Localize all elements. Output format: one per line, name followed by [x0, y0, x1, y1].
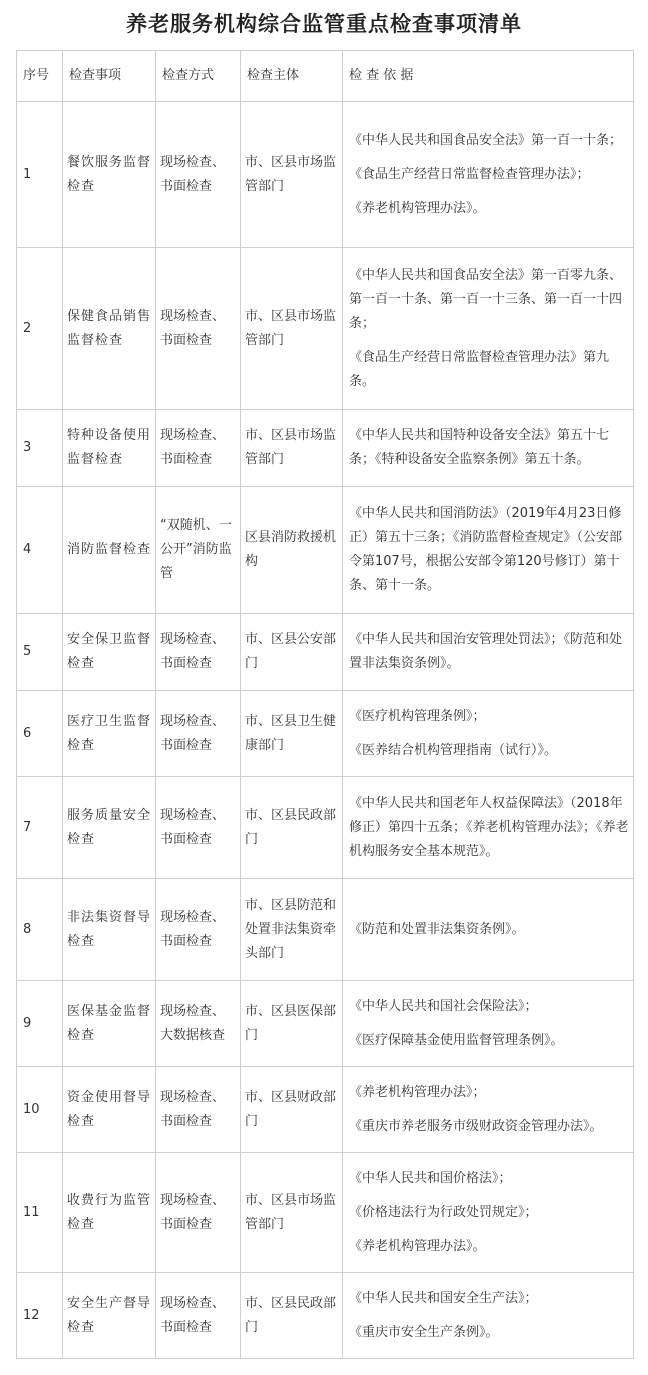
row-subject: 市、区县防范和处置非法集资牵头部门: [241, 879, 343, 981]
row-serial: 11: [17, 1153, 63, 1273]
basis-line: 《养老机构管理办法》；: [349, 1084, 486, 1100]
inspection-table: [16, 50, 634, 1359]
row-item: 服务质量安全检查: [63, 777, 156, 879]
header-item: 检查事项: [63, 51, 156, 102]
table-row: [17, 487, 634, 614]
row-serial: 2: [17, 248, 63, 410]
row-item: 医疗卫生监督检查: [63, 691, 156, 777]
header-method: 检查方式: [156, 51, 241, 102]
row-subject: 市、区县市场监管部门: [241, 410, 343, 487]
row-basis: [343, 879, 634, 981]
table-row: [17, 691, 634, 777]
row-subject: 市、区县市场监管部门: [241, 102, 343, 248]
row-subject: 市、区县市场监管部门: [241, 1153, 343, 1273]
basis-line: 《中华人民共和国老年人权益保障法》（2018年修正）第四十五条；《养老机构管理办法》；《养老机构服务安全基本规范》。: [349, 795, 629, 859]
basis-line: 《食品生产经营日常监督检查管理办法》第九条。: [349, 349, 610, 389]
basis-line: 《中华人民共和国社会保险法》；: [349, 998, 538, 1014]
basis-line: 《食品生产经营日常监督检查管理办法》；: [349, 166, 590, 182]
row-basis: [343, 981, 634, 1067]
row-serial: 4: [17, 487, 63, 614]
table-row: [17, 102, 634, 248]
row-item: 资金使用督导检查: [63, 1067, 156, 1153]
basis-line: 《医疗保障基金使用监督管理条例》。: [349, 1032, 564, 1048]
table-row: [17, 614, 634, 691]
table-row: [17, 410, 634, 487]
table-row: [17, 248, 634, 410]
row-item: 保健食品销售监督检查: [63, 248, 156, 410]
basis-line: 《中华人民共和国治安管理处罚法》；《防范和处置非法集资条例》。: [349, 632, 623, 671]
row-subject: 区县消防救援机构: [241, 487, 343, 614]
basis-line: 《医疗机构管理条例》；: [349, 708, 486, 724]
header-serial: 序号: [17, 51, 63, 102]
table-row: [17, 879, 634, 981]
row-serial: 5: [17, 614, 63, 691]
basis-line: 《重庆市养老服务市级财政资金管理办法》。: [349, 1118, 603, 1134]
row-serial: 9: [17, 981, 63, 1067]
row-basis: [343, 691, 634, 777]
row-serial: 7: [17, 777, 63, 879]
row-item: 消防监督检查: [63, 487, 156, 614]
row-subject: 市、区县民政部门: [241, 777, 343, 879]
basis-line: 《防范和处置非法集资条例》。: [349, 921, 525, 937]
row-basis: [343, 777, 634, 879]
row-serial: 3: [17, 410, 63, 487]
header-subject: 检查主体: [241, 51, 343, 102]
row-basis: [343, 102, 634, 248]
table-row: [17, 1153, 634, 1273]
row-method: 现场检查、书面检查: [156, 248, 241, 410]
basis-line: 《价格违法行为行政处罚规定》；: [349, 1204, 538, 1220]
page-title: 养老服务机构综合监管重点检查事项清单: [126, 11, 522, 36]
row-subject: 市、区县公安部门: [241, 614, 343, 691]
table-row: [17, 777, 634, 879]
row-item: 安全保卫监督检查: [63, 614, 156, 691]
row-method: 现场检查、书面检查: [156, 614, 241, 691]
row-item: 医保基金监督检查: [63, 981, 156, 1067]
row-item: 非法集资督导检查: [63, 879, 156, 981]
row-method: 现场检查、书面检查: [156, 691, 241, 777]
basis-line: 《养老机构管理办法》。: [349, 200, 486, 216]
basis-line: 《中华人民共和国特种设备安全法》第五十七条；《特种设备安全监察条例》第五十条。: [349, 428, 610, 467]
table-row: [17, 1067, 634, 1153]
row-subject: 市、区县卫生健康部门: [241, 691, 343, 777]
row-serial: 10: [17, 1067, 63, 1153]
basis-line: 《医养结合机构管理指南（试行）》。: [349, 742, 558, 758]
row-method: 现场检查、书面检查: [156, 410, 241, 487]
basis-line: 《养老机构管理办法》。: [349, 1238, 486, 1254]
row-basis: [343, 410, 634, 487]
row-serial: 8: [17, 879, 63, 981]
row-basis: [343, 1153, 634, 1273]
row-subject: 市、区县市场监管部门: [241, 248, 343, 410]
basis-line: 《中华人民共和国消防法》（2019年4月23日修正）第五十三条；《消防监督检查规定》（公安部令第107号，根据公安部令第120号修订）第十条、第十一条。: [349, 506, 623, 593]
row-subject: 市、区县民政部门: [241, 1273, 343, 1359]
row-basis: [343, 248, 634, 410]
row-item: 收费行为监管检查: [63, 1153, 156, 1273]
row-method: 现场检查、书面检查: [156, 879, 241, 981]
basis-line: 《重庆市安全生产条例》。: [349, 1324, 499, 1340]
row-method: 现场检查、书面检查: [156, 1153, 241, 1273]
basis-line: 《中华人民共和国安全生产法》；: [349, 1290, 538, 1306]
row-item: 安全生产督导检查: [63, 1273, 156, 1359]
row-serial: 6: [17, 691, 63, 777]
row-subject: 市、区县财政部门: [241, 1067, 343, 1153]
table-header-row: [17, 51, 634, 102]
header-basis: 检 查 依 据: [343, 51, 634, 102]
row-method: 现场检查、书面检查: [156, 102, 241, 248]
row-basis: [343, 1067, 634, 1153]
row-method: 现场检查、大数据核查: [156, 981, 241, 1067]
row-serial: 12: [17, 1273, 63, 1359]
row-method: 现场检查、书面检查: [156, 1067, 241, 1153]
table-row: [17, 981, 634, 1067]
row-method: “双随机、一公开”消防监管: [156, 487, 241, 614]
basis-line: 《中华人民共和国食品安全法》第一百一十条；: [349, 132, 623, 148]
row-method: 现场检查、书面检查: [156, 777, 241, 879]
row-subject: 市、区县医保部门: [241, 981, 343, 1067]
row-method: 现场检查、书面检查: [156, 1273, 241, 1359]
table-row: [17, 1273, 634, 1359]
row-basis: [343, 614, 634, 691]
row-item: 餐饮服务监督检查: [63, 102, 156, 248]
row-basis: [343, 487, 634, 614]
basis-line: 《中华人民共和国食品安全法》第一百零九条、第一百一十条、第一百一十三条、第一百一十四条；: [349, 267, 623, 331]
row-item: 特种设备使用监督检查: [63, 410, 156, 487]
row-basis: [343, 1273, 634, 1359]
basis-line: 《中华人民共和国价格法》；: [349, 1170, 512, 1186]
row-serial: 1: [17, 102, 63, 248]
